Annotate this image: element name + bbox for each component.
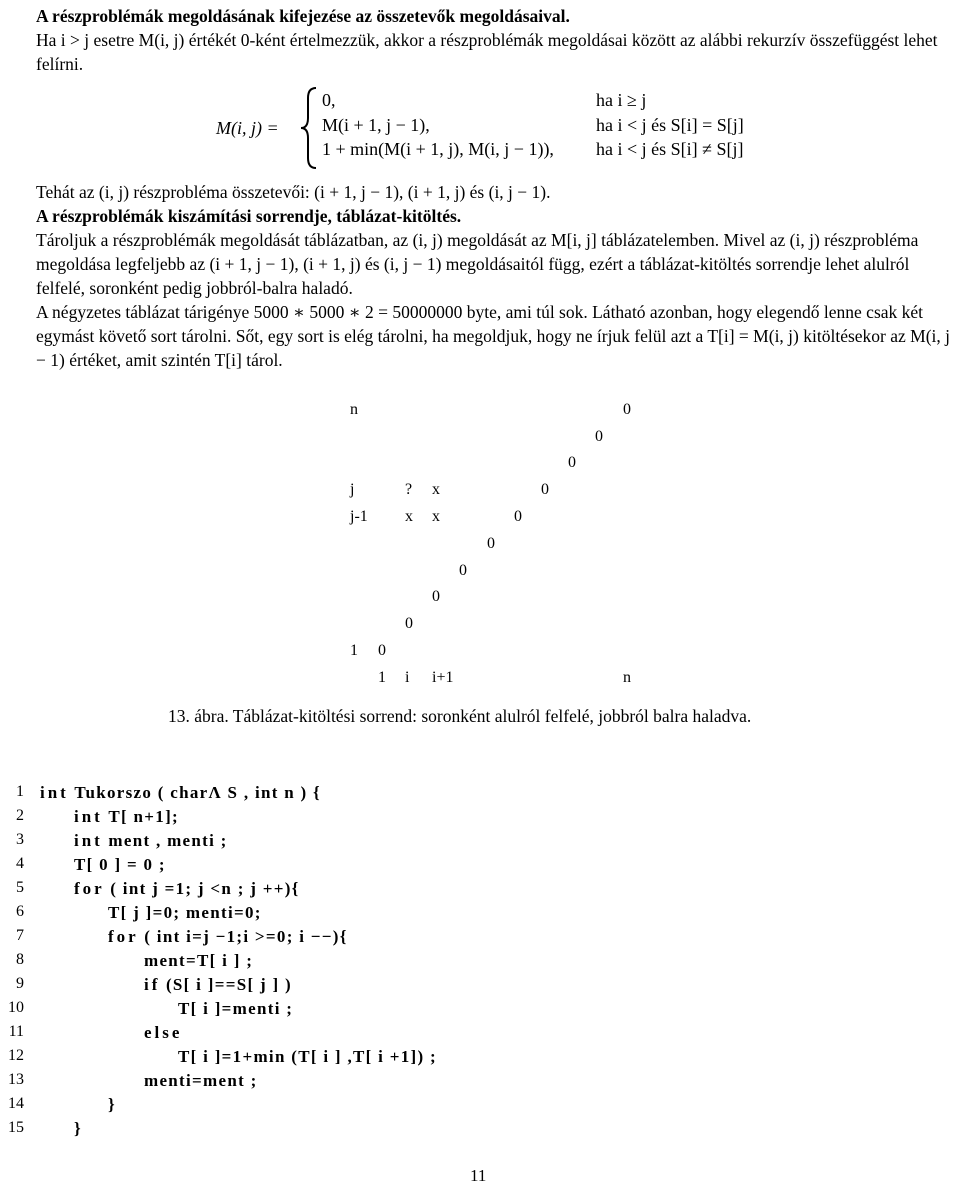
line-number: 5	[16, 879, 24, 896]
code-line-10	[178, 997, 293, 1021]
line-number: 8	[16, 951, 24, 968]
code-line-11	[144, 1021, 182, 1045]
code-line-13	[144, 1069, 258, 1093]
paragraph-table-storage: Tároljuk a részproblémák megoldását táblázatban, az (i, j) megoldását az M[i, j] táblázatelemben. Mivel az (i, j) részprobléma megoldása legfeljebb az (i + 1, j − 1), (i + 1, j) és (i, j − 1) megoldásaitól függ, ezért a táblázat-kitöltés sorrendje lehet alulról felfelé, soronként pedig jobbról-balra haladó.	[36, 230, 919, 298]
paragraph-memory-requirement: A négyzetes táblázat tárigénye 5000 ∗ 5000 ∗ 2 = 50000000 byte, ami túl sok. Látható azonban, hogy elegendő lenne csak két egymást követő sort tárolni. Sőt, egy sort is elég tárolni, ha megoldjuk, hogy ne írjuk felül azt a T[i] = M(i, j) kitöltésekor az M(i, j − 1) értéket, amit szintén T[i] tárol.	[36, 302, 951, 370]
row-label-1: 1	[350, 642, 358, 659]
section-heading-subproblem-solutions: A részproblémák megoldásának kifejezése az összetevők megoldásaival.	[36, 6, 570, 26]
keyword: for	[108, 927, 139, 946]
line-number: 12	[8, 1047, 24, 1064]
cell-x: x	[432, 481, 440, 498]
diag-zero: 0	[405, 615, 413, 632]
paragraph-components: Tehát az (i, j) részprobléma összetevői: (i + 1, j − 1), (i + 1, j) és (i, j − 1).	[36, 182, 551, 202]
case-1-expr: 0,	[322, 90, 336, 110]
line-number: 4	[16, 855, 24, 872]
code-line-4	[74, 853, 166, 877]
diag-zero: 0	[541, 481, 549, 498]
keyword: else	[144, 1023, 183, 1042]
code-line-1	[40, 781, 321, 805]
row-label-j-1: j-1	[350, 508, 368, 525]
code-text: (S[ i ]==S[ j ] )	[165, 975, 292, 994]
code-line-3	[74, 829, 228, 853]
line-number: 10	[8, 999, 24, 1016]
code-line-5	[74, 877, 300, 901]
keyword: int	[74, 831, 103, 850]
cell-x: x	[432, 508, 440, 525]
code-line-8	[144, 949, 253, 973]
code-text: T[ i ]=menti ;	[178, 999, 294, 1018]
cell-x: x	[405, 508, 413, 525]
code-line-12	[178, 1045, 437, 1069]
line-number: 13	[8, 1071, 24, 1088]
line-number: 2	[16, 807, 24, 824]
code-line-2	[74, 805, 179, 829]
case-1-cond: ha i ≥ j	[596, 90, 647, 110]
code-text: T[ 0 ] = 0 ;	[74, 855, 166, 874]
diag-zero: 0	[595, 428, 603, 445]
code-text: menti=ment ;	[144, 1071, 258, 1090]
line-number: 14	[8, 1095, 24, 1112]
col-label-i+1: i+1	[432, 669, 454, 686]
code-text: ment=T[ i ] ;	[144, 951, 254, 970]
code-text: Tukorszo ( charΛ S , int n ) {	[74, 783, 322, 802]
case-2-cond: ha i < j és S[i] = S[j]	[596, 115, 744, 135]
row-label-n: n	[350, 401, 358, 418]
diag-zero: 0	[459, 562, 467, 579]
code-text: T[ j ]=0; menti=0;	[108, 903, 262, 922]
recurrence-lhs: M(i, j) =	[216, 118, 279, 138]
code-text: T[ n+1];	[108, 807, 180, 826]
col-label-n: n	[623, 669, 631, 686]
cell-question: ?	[405, 481, 413, 498]
line-number: 7	[16, 927, 24, 944]
diag-zero: 0	[623, 401, 631, 418]
line-number: 9	[16, 975, 24, 992]
line-number: 6	[16, 903, 24, 920]
code-line-9	[144, 973, 292, 997]
diag-zero: 0	[487, 535, 495, 552]
diag-zero: 0	[568, 454, 576, 471]
keyword: for	[74, 879, 105, 898]
section-heading-computation-order: A részproblémák kiszámítási sorrendje, táblázat-kitöltés.	[36, 206, 462, 226]
diag-zero: 0	[432, 588, 440, 605]
keyword: int	[40, 783, 69, 802]
case-3-cond: ha i < j és S[i] ≠ S[j]	[596, 139, 744, 159]
row-label-j: j	[350, 481, 355, 498]
case-3-expr: 1 + min(M(i + 1, j), M(i, j − 1)),	[322, 139, 554, 159]
code-text: T[ i ]=1+min (T[ i ] ,T[ i +1]) ;	[178, 1047, 437, 1066]
paragraph-recurrence-intro: Ha i > j esetre M(i, j) értékét 0-ként értelmezzük, akkor a részproblémák megoldásai között az alábbi rekurzív összefüggést lehet felírni.	[36, 30, 938, 74]
diag-zero: 0	[514, 508, 522, 525]
line-number: 1	[16, 783, 24, 800]
code-line-7	[108, 925, 348, 949]
code-line-6	[108, 901, 262, 925]
code-line-14	[108, 1093, 116, 1117]
code-text: ment , menti ;	[108, 831, 228, 850]
code-text: ( int j =1; j <n ; j ++){	[110, 879, 300, 898]
col-label-1: 1	[378, 669, 386, 686]
left-brace-icon	[298, 86, 320, 170]
case-2-expr: M(i + 1, j − 1),	[322, 115, 430, 135]
line-number: 15	[8, 1119, 24, 1136]
code-text: }	[108, 1095, 116, 1114]
line-number: 3	[16, 831, 24, 848]
keyword: int	[74, 807, 103, 826]
diag-zero: 0	[378, 642, 386, 659]
code-line-15	[74, 1117, 82, 1141]
figure-caption: 13. ábra. Táblázat-kitöltési sorrend: soronként alulról felfelé, jobbról balra haladva.	[168, 706, 752, 726]
code-text: }	[74, 1119, 82, 1138]
line-number: 11	[8, 1023, 24, 1040]
keyword: if	[144, 975, 161, 994]
code-text: ( int i=j −1;i >=0; i −−){	[144, 927, 348, 946]
page-number: 11	[470, 1166, 487, 1185]
col-label-i: i	[405, 669, 410, 686]
